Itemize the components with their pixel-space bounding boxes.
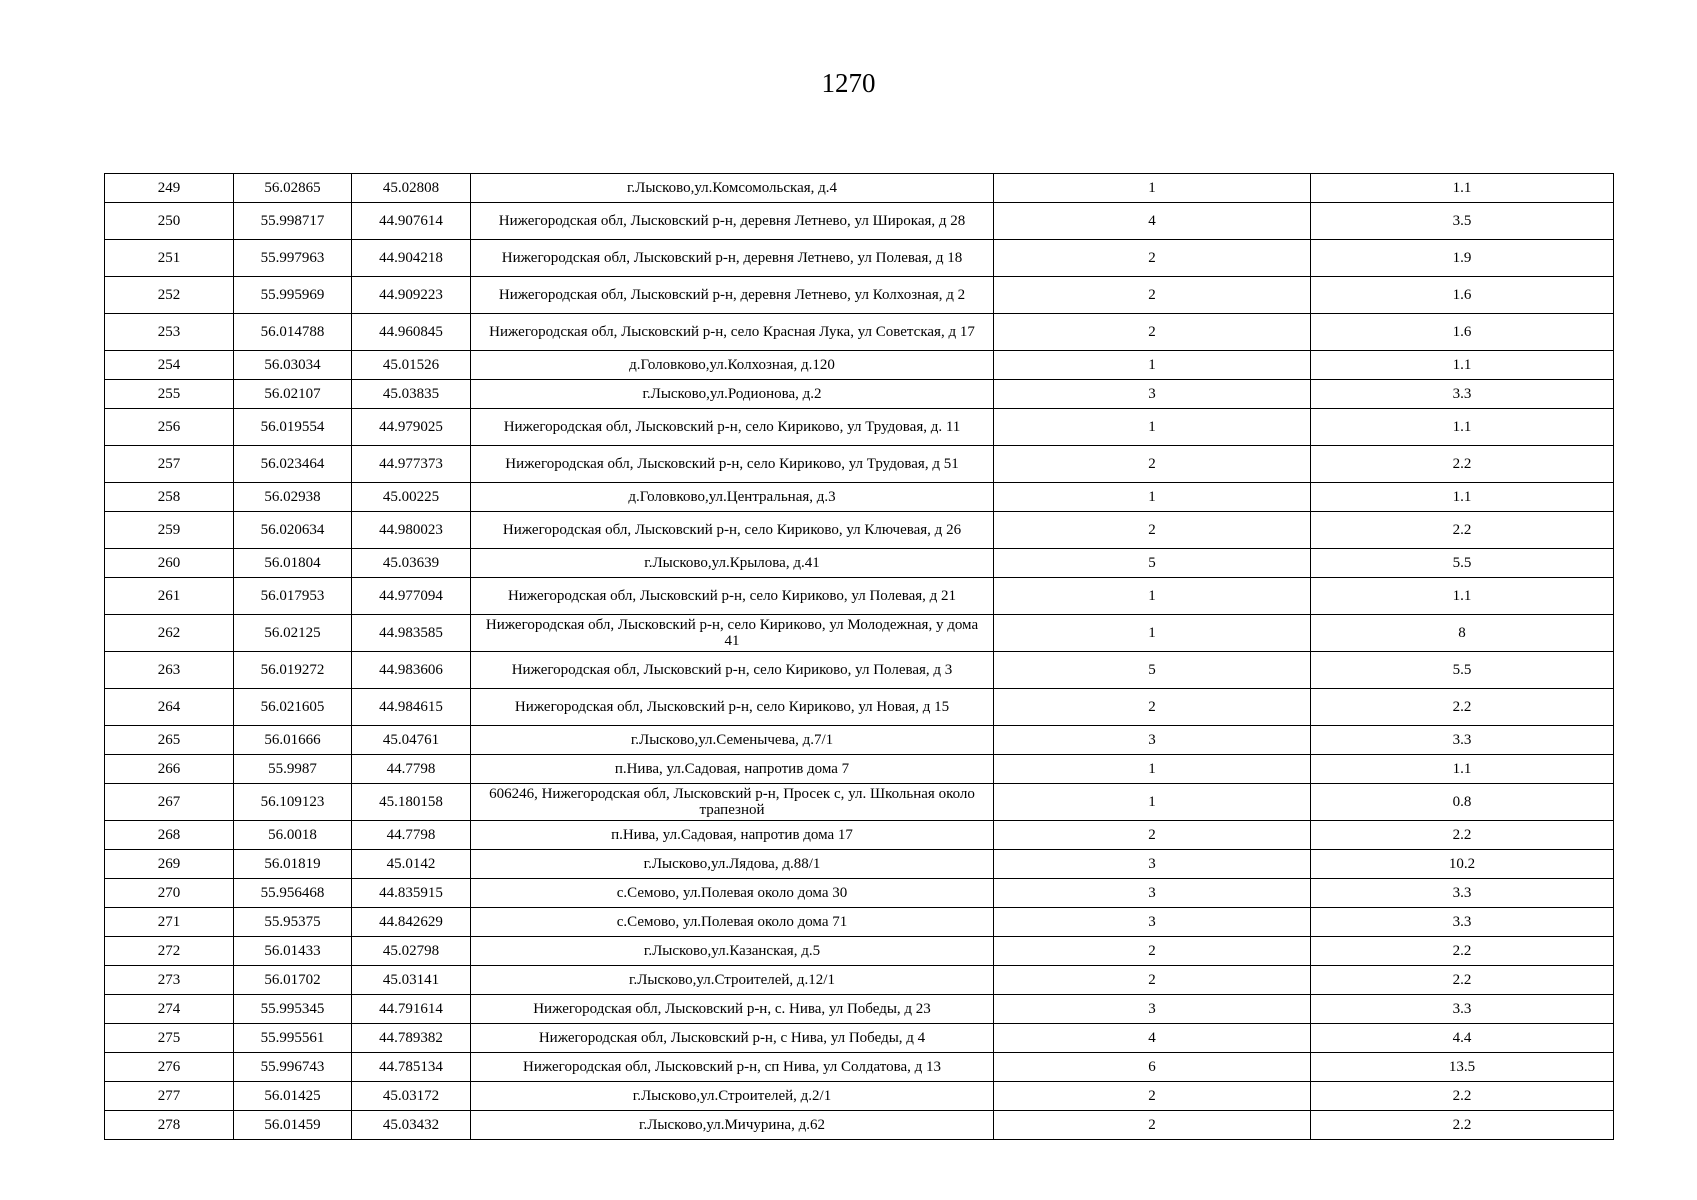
address-cell: д.Головково,ул.Колхозная, д.120 — [471, 351, 994, 380]
container-count-cell: 2 — [994, 240, 1311, 277]
volume-cell: 1.1 — [1311, 174, 1614, 203]
longitude-cell: 45.04761 — [352, 726, 471, 755]
longitude-cell: 45.02808 — [352, 174, 471, 203]
table-row — [105, 578, 1614, 615]
table-row — [105, 1053, 1614, 1082]
longitude-cell: 45.180158 — [352, 784, 471, 821]
row-number-cell: 252 — [105, 277, 234, 314]
row-number-cell: 253 — [105, 314, 234, 351]
longitude-cell: 45.03172 — [352, 1082, 471, 1111]
longitude-cell: 44.983606 — [352, 652, 471, 689]
table-row — [105, 821, 1614, 850]
row-number-cell: 267 — [105, 784, 234, 821]
row-number-cell: 274 — [105, 995, 234, 1024]
address-cell: г.Лысково,ул.Родионова, д.2 — [471, 380, 994, 409]
table-row — [105, 512, 1614, 549]
longitude-cell: 45.03639 — [352, 549, 471, 578]
container-count-cell: 3 — [994, 380, 1311, 409]
latitude-cell: 56.0018 — [234, 821, 352, 850]
volume-cell: 1.6 — [1311, 277, 1614, 314]
address-cell: Нижегородская обл, Лысковский р-н, село Кириково, ул Новая, д 15 — [471, 689, 994, 726]
longitude-cell: 44.909223 — [352, 277, 471, 314]
address-cell: п.Нива, ул.Садовая, напротив дома 17 — [471, 821, 994, 850]
longitude-cell: 45.01526 — [352, 351, 471, 380]
longitude-cell: 44.979025 — [352, 409, 471, 446]
row-number-cell: 266 — [105, 755, 234, 784]
row-number-cell: 265 — [105, 726, 234, 755]
table-row — [105, 908, 1614, 937]
volume-cell: 2.2 — [1311, 966, 1614, 995]
address-cell: с.Семово, ул.Полевая около дома 30 — [471, 879, 994, 908]
container-count-cell: 5 — [994, 549, 1311, 578]
latitude-cell: 56.01702 — [234, 966, 352, 995]
row-number-cell: 262 — [105, 615, 234, 652]
latitude-cell: 56.01425 — [234, 1082, 352, 1111]
latitude-cell: 56.01433 — [234, 937, 352, 966]
volume-cell: 13.5 — [1311, 1053, 1614, 1082]
container-count-cell: 3 — [994, 879, 1311, 908]
table-row — [105, 409, 1614, 446]
table-row — [105, 351, 1614, 380]
container-count-cell: 2 — [994, 821, 1311, 850]
container-count-cell: 3 — [994, 995, 1311, 1024]
volume-cell: 10.2 — [1311, 850, 1614, 879]
table-row — [105, 483, 1614, 512]
volume-cell: 3.5 — [1311, 203, 1614, 240]
table-row — [105, 995, 1614, 1024]
volume-cell: 0.8 — [1311, 784, 1614, 821]
row-number-cell: 255 — [105, 380, 234, 409]
volume-cell: 1.1 — [1311, 578, 1614, 615]
container-count-cell: 5 — [994, 652, 1311, 689]
container-count-cell: 1 — [994, 755, 1311, 784]
volume-cell: 3.3 — [1311, 380, 1614, 409]
address-cell: г.Лысково,ул.Комсомольская, д.4 — [471, 174, 994, 203]
row-number-cell: 257 — [105, 446, 234, 483]
address-cell: г.Лысково,ул.Лядова, д.88/1 — [471, 850, 994, 879]
container-count-cell: 2 — [994, 277, 1311, 314]
container-count-cell: 4 — [994, 1024, 1311, 1053]
container-count-cell: 2 — [994, 937, 1311, 966]
container-count-cell: 2 — [994, 1082, 1311, 1111]
container-count-cell: 2 — [994, 446, 1311, 483]
longitude-cell: 44.7798 — [352, 821, 471, 850]
volume-cell: 5.5 — [1311, 549, 1614, 578]
latitude-cell: 56.01819 — [234, 850, 352, 879]
longitude-cell: 44.842629 — [352, 908, 471, 937]
volume-cell: 2.2 — [1311, 1082, 1614, 1111]
row-number-cell: 249 — [105, 174, 234, 203]
row-number-cell: 268 — [105, 821, 234, 850]
row-number-cell: 251 — [105, 240, 234, 277]
address-cell: г.Лысково,ул.Строителей, д.12/1 — [471, 966, 994, 995]
table-row — [105, 755, 1614, 784]
address-cell: г.Лысково,ул.Казанская, д.5 — [471, 937, 994, 966]
row-number-cell: 260 — [105, 549, 234, 578]
latitude-cell: 55.996743 — [234, 1053, 352, 1082]
address-cell: Нижегородская обл, Лысковский р-н, деревня Летнево, ул Широкая, д 28 — [471, 203, 994, 240]
address-cell: Нижегородская обл, Лысковский р-н, село Красная Лука, ул Советская, д 17 — [471, 314, 994, 351]
table-row — [105, 1082, 1614, 1111]
address-cell: Нижегородская обл, Лысковский р-н, сп Нива, ул Солдатова, д 13 — [471, 1053, 994, 1082]
volume-cell: 1.6 — [1311, 314, 1614, 351]
row-number-cell: 259 — [105, 512, 234, 549]
row-number-cell: 261 — [105, 578, 234, 615]
volume-cell: 3.3 — [1311, 879, 1614, 908]
latitude-cell: 56.01666 — [234, 726, 352, 755]
table-row — [105, 314, 1614, 351]
address-cell: Нижегородская обл, Лысковский р-н, село Кириково, ул Молодежная, у дома 41 — [471, 615, 994, 652]
address-cell: г.Лысково,ул.Строителей, д.2/1 — [471, 1082, 994, 1111]
latitude-cell: 56.01804 — [234, 549, 352, 578]
table-row — [105, 1111, 1614, 1140]
address-cell: Нижегородская обл, Лысковский р-н, село Кириково, ул Трудовая, д. 11 — [471, 409, 994, 446]
longitude-cell: 44.835915 — [352, 879, 471, 908]
address-cell: Нижегородская обл, Лысковский р-н, село Кириково, ул Ключевая, д 26 — [471, 512, 994, 549]
volume-cell: 3.3 — [1311, 726, 1614, 755]
volume-cell: 2.2 — [1311, 821, 1614, 850]
latitude-cell: 56.01459 — [234, 1111, 352, 1140]
container-count-cell: 3 — [994, 850, 1311, 879]
table-row — [105, 850, 1614, 879]
row-number-cell: 269 — [105, 850, 234, 879]
container-count-cell: 2 — [994, 314, 1311, 351]
address-cell: г.Лысково,ул.Крылова, д.41 — [471, 549, 994, 578]
container-count-cell: 2 — [994, 512, 1311, 549]
longitude-cell: 44.7798 — [352, 755, 471, 784]
volume-cell: 3.3 — [1311, 908, 1614, 937]
address-cell: д.Головково,ул.Центральная, д.3 — [471, 483, 994, 512]
longitude-cell: 44.960845 — [352, 314, 471, 351]
volume-cell: 3.3 — [1311, 995, 1614, 1024]
address-cell: Нижегородская обл, Лысковский р-н, деревня Летнево, ул Полевая, д 18 — [471, 240, 994, 277]
latitude-cell: 55.956468 — [234, 879, 352, 908]
longitude-cell: 45.03432 — [352, 1111, 471, 1140]
table-row — [105, 446, 1614, 483]
longitude-cell: 44.980023 — [352, 512, 471, 549]
table-row — [105, 1024, 1614, 1053]
latitude-cell: 56.017953 — [234, 578, 352, 615]
row-number-cell: 254 — [105, 351, 234, 380]
latitude-cell: 55.9987 — [234, 755, 352, 784]
table-row — [105, 277, 1614, 314]
container-count-cell: 1 — [994, 483, 1311, 512]
longitude-cell: 45.03141 — [352, 966, 471, 995]
volume-cell: 5.5 — [1311, 652, 1614, 689]
volume-cell: 1.1 — [1311, 755, 1614, 784]
table-row — [105, 879, 1614, 908]
table-row — [105, 937, 1614, 966]
container-count-cell: 6 — [994, 1053, 1311, 1082]
latitude-cell: 55.998717 — [234, 203, 352, 240]
address-cell: г.Лысково,ул.Семенычева, д.7/1 — [471, 726, 994, 755]
latitude-cell: 55.997963 — [234, 240, 352, 277]
volume-cell: 2.2 — [1311, 937, 1614, 966]
volume-cell: 8 — [1311, 615, 1614, 652]
volume-cell: 2.2 — [1311, 512, 1614, 549]
table-row — [105, 174, 1614, 203]
row-number-cell: 272 — [105, 937, 234, 966]
longitude-cell: 44.977373 — [352, 446, 471, 483]
longitude-cell: 44.791614 — [352, 995, 471, 1024]
latitude-cell: 56.023464 — [234, 446, 352, 483]
container-count-cell: 1 — [994, 409, 1311, 446]
longitude-cell: 45.0142 — [352, 850, 471, 879]
container-count-cell: 1 — [994, 578, 1311, 615]
address-cell: Нижегородская обл, Лысковский р-н, с. Нива, ул Победы, д 23 — [471, 995, 994, 1024]
latitude-cell: 56.019554 — [234, 409, 352, 446]
latitude-cell: 55.95375 — [234, 908, 352, 937]
table-row — [105, 240, 1614, 277]
latitude-cell: 56.02865 — [234, 174, 352, 203]
latitude-cell: 56.02125 — [234, 615, 352, 652]
address-cell: Нижегородская обл, Лысковский р-н, деревня Летнево, ул Колхозная, д 2 — [471, 277, 994, 314]
latitude-cell: 56.109123 — [234, 784, 352, 821]
latitude-cell: 56.019272 — [234, 652, 352, 689]
address-cell: г.Лысково,ул.Мичурина, д.62 — [471, 1111, 994, 1140]
page-number: 1270 — [821, 68, 876, 98]
row-number-cell: 276 — [105, 1053, 234, 1082]
latitude-cell: 56.020634 — [234, 512, 352, 549]
longitude-cell: 45.00225 — [352, 483, 471, 512]
volume-cell: 1.9 — [1311, 240, 1614, 277]
volume-cell: 1.1 — [1311, 409, 1614, 446]
volume-cell: 1.1 — [1311, 351, 1614, 380]
container-count-cell: 1 — [994, 615, 1311, 652]
volume-cell: 1.1 — [1311, 483, 1614, 512]
latitude-cell: 55.995561 — [234, 1024, 352, 1053]
row-number-cell: 263 — [105, 652, 234, 689]
latitude-cell: 56.014788 — [234, 314, 352, 351]
container-sites-table — [104, 173, 1614, 1140]
longitude-cell: 44.984615 — [352, 689, 471, 726]
volume-cell: 2.2 — [1311, 689, 1614, 726]
container-count-cell: 3 — [994, 726, 1311, 755]
latitude-cell: 56.03034 — [234, 351, 352, 380]
row-number-cell: 258 — [105, 483, 234, 512]
row-number-cell: 256 — [105, 409, 234, 446]
row-number-cell: 250 — [105, 203, 234, 240]
container-count-cell: 2 — [994, 689, 1311, 726]
table-row — [105, 689, 1614, 726]
volume-cell: 2.2 — [1311, 1111, 1614, 1140]
row-number-cell: 271 — [105, 908, 234, 937]
latitude-cell: 56.02938 — [234, 483, 352, 512]
address-cell: 606246, Нижегородская обл, Лысковский р-н, Просек с, ул. Школьная около трапезной — [471, 784, 994, 821]
container-count-cell: 1 — [994, 351, 1311, 380]
table-row — [105, 652, 1614, 689]
longitude-cell: 44.789382 — [352, 1024, 471, 1053]
volume-cell: 4.4 — [1311, 1024, 1614, 1053]
container-count-cell: 1 — [994, 784, 1311, 821]
row-number-cell: 273 — [105, 966, 234, 995]
latitude-cell: 55.995345 — [234, 995, 352, 1024]
longitude-cell: 44.904218 — [352, 240, 471, 277]
longitude-cell: 44.785134 — [352, 1053, 471, 1082]
container-count-cell: 1 — [994, 174, 1311, 203]
table-row — [105, 784, 1614, 821]
table-row — [105, 966, 1614, 995]
latitude-cell: 55.995969 — [234, 277, 352, 314]
address-cell: Нижегородская обл, Лысковский р-н, село Кириково, ул Трудовая, д 51 — [471, 446, 994, 483]
longitude-cell: 44.977094 — [352, 578, 471, 615]
address-cell: Нижегородская обл, Лысковский р-н, село Кириково, ул Полевая, д 21 — [471, 578, 994, 615]
table-row — [105, 203, 1614, 240]
row-number-cell: 278 — [105, 1111, 234, 1140]
row-number-cell: 264 — [105, 689, 234, 726]
container-count-cell: 2 — [994, 966, 1311, 995]
address-cell: Нижегородская обл, Лысковский р-н, село Кириково, ул Полевая, д 3 — [471, 652, 994, 689]
address-cell: Нижегородская обл, Лысковский р-н, с Нива, ул Победы, д 4 — [471, 1024, 994, 1053]
row-number-cell: 275 — [105, 1024, 234, 1053]
row-number-cell: 277 — [105, 1082, 234, 1111]
container-count-cell: 2 — [994, 1111, 1311, 1140]
longitude-cell: 45.03835 — [352, 380, 471, 409]
table-row — [105, 549, 1614, 578]
latitude-cell: 56.021605 — [234, 689, 352, 726]
longitude-cell: 44.983585 — [352, 615, 471, 652]
address-cell: п.Нива, ул.Садовая, напротив дома 7 — [471, 755, 994, 784]
container-count-cell: 4 — [994, 203, 1311, 240]
table-row — [105, 380, 1614, 409]
latitude-cell: 56.02107 — [234, 380, 352, 409]
longitude-cell: 45.02798 — [352, 937, 471, 966]
table-row — [105, 615, 1614, 652]
table-body — [105, 174, 1614, 1140]
address-cell: с.Семово, ул.Полевая около дома 71 — [471, 908, 994, 937]
table-row — [105, 726, 1614, 755]
row-number-cell: 270 — [105, 879, 234, 908]
volume-cell: 2.2 — [1311, 446, 1614, 483]
longitude-cell: 44.907614 — [352, 203, 471, 240]
container-count-cell: 3 — [994, 908, 1311, 937]
